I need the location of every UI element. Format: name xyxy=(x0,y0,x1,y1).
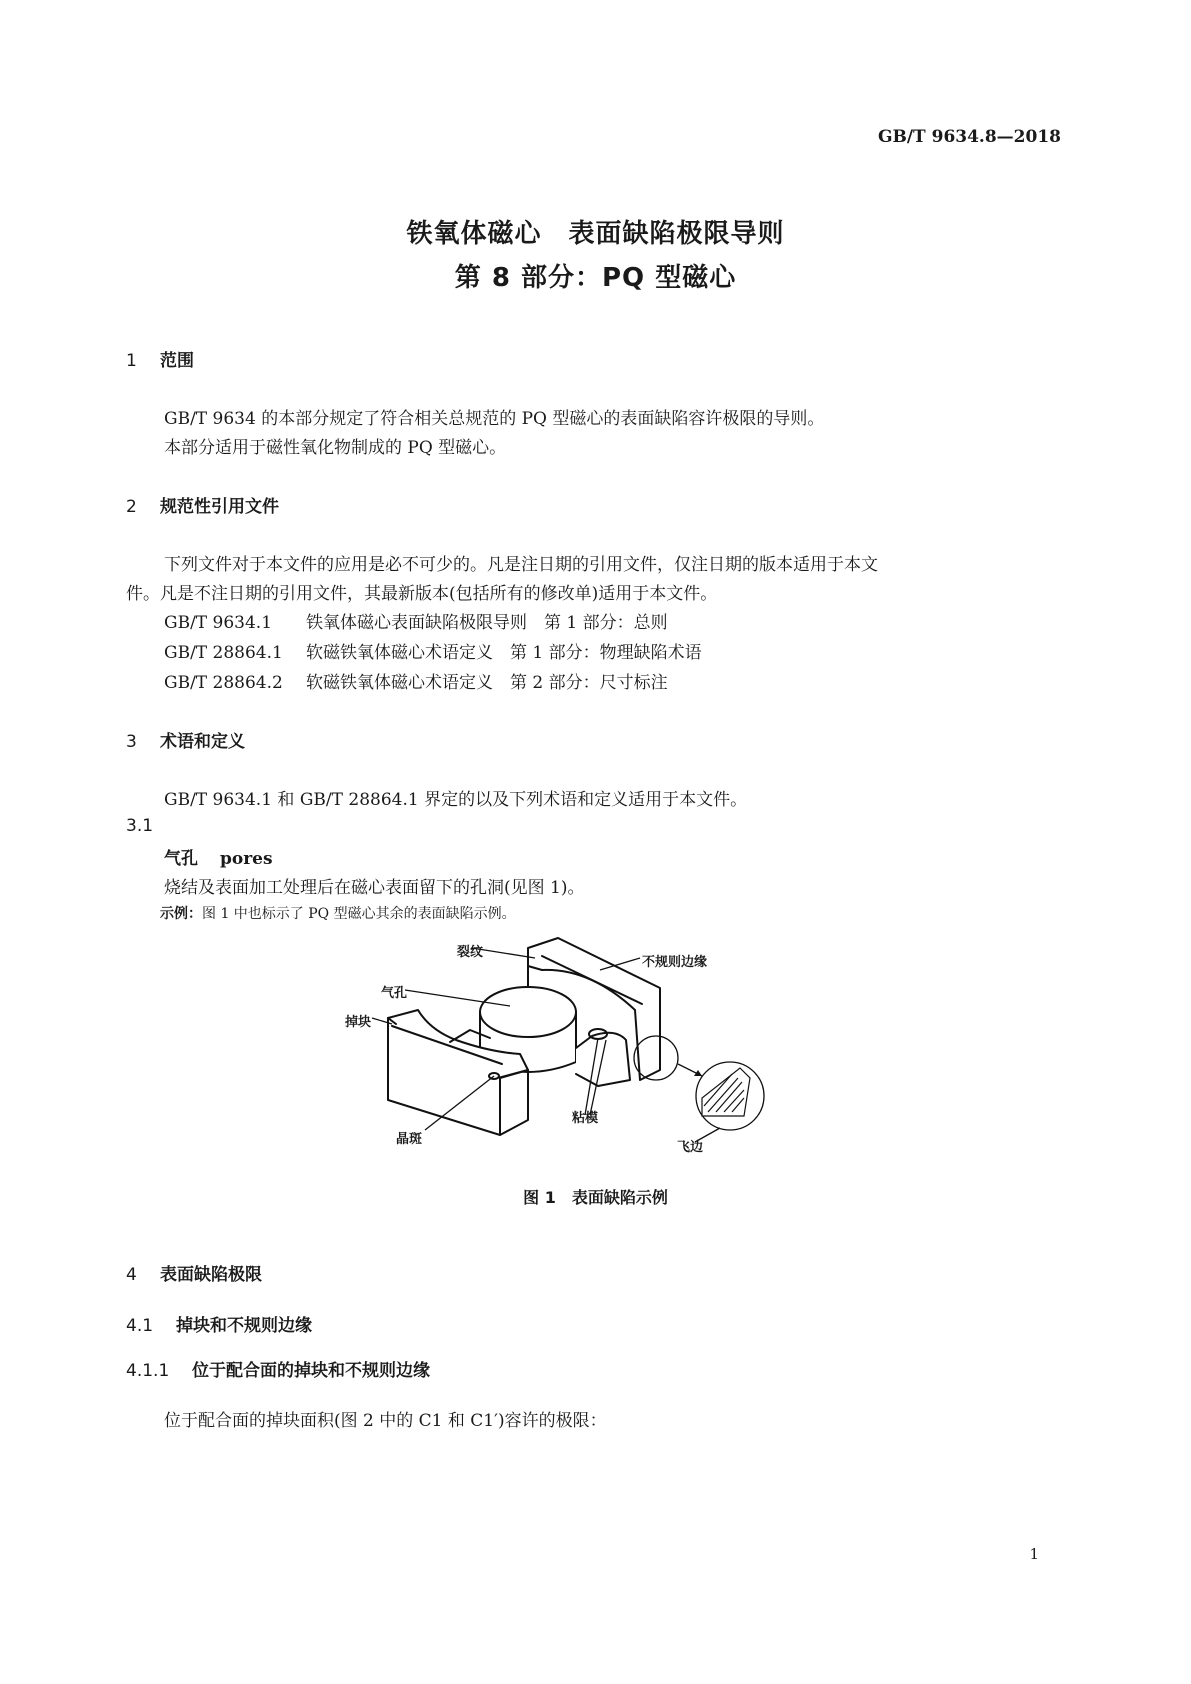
subsection-number: 4.1.1 xyxy=(126,1361,170,1381)
reference-item xyxy=(164,608,668,633)
example-text: 图 1 中也标示了 PQ 型磁心其余的表面缺陷示例。 xyxy=(202,906,516,922)
section-title: 术语和定义 xyxy=(160,732,245,752)
reference-code: GB/T 28864.2 xyxy=(164,673,283,693)
term-definition: 烧结及表面加工处理后在磁心表面留下的孔洞(见图 1)。 xyxy=(164,878,585,898)
paragraph: 本部分适用于磁性氧化物制成的 PQ 型磁心。 xyxy=(164,438,507,458)
section-1-heading xyxy=(126,346,194,371)
term-heading xyxy=(164,844,273,869)
subsection-number: 4.1 xyxy=(126,1316,154,1336)
subsection-4-1-1-heading xyxy=(126,1356,430,1381)
reference-code: GB/T 9634.1 xyxy=(164,613,273,633)
section-number: 3 xyxy=(126,732,137,752)
right-shoulder xyxy=(576,1033,630,1086)
subsection-title: 位于配合面的掉块和不规则边缘 xyxy=(192,1361,430,1381)
paragraph-line: 件。凡是不注日期的引用文件，其最新版本(包括所有的修改单)适用于本文件。 xyxy=(126,584,718,604)
document-title-line1: 铁氧体磁心 表面缺陷极限导则 xyxy=(406,219,785,249)
pq-core-figure xyxy=(330,930,780,1160)
section-number: 1 xyxy=(126,351,137,371)
label-chip: 掉块 xyxy=(345,1015,372,1030)
section-2-heading xyxy=(126,492,279,517)
document-title-line2: 第 8 部分：PQ 型磁心 xyxy=(454,263,737,293)
term-chinese: 气孔 xyxy=(164,849,198,869)
term-number: 3.1 xyxy=(126,816,154,836)
paragraph-line: 下列文件对于本文件的应用是必不可少的。凡是注日期的引用文件，仅注日期的版本适用于本文 xyxy=(164,555,878,575)
section-title: 规范性引用文件 xyxy=(160,497,279,517)
paragraph: GB/T 9634 的本部分规定了符合相关总规范的 PQ 型磁心的表面缺陷容许极限的导则。 xyxy=(164,409,825,429)
standard-code: GB/T 9634.8—2018 xyxy=(877,127,1061,147)
paragraph: GB/T 9634.1 和 GB/T 28864.1 界定的以及下列术语和定义适用于本文件。 xyxy=(164,790,748,810)
center-post-top xyxy=(480,987,576,1037)
section-4-heading xyxy=(126,1260,262,1285)
label-pore: 气孔 xyxy=(381,986,408,1001)
reference-item xyxy=(164,638,702,663)
paragraph: 位于配合面的掉块面积(图 2 中的 C1 和 C1′)容许的极限： xyxy=(164,1411,607,1431)
reference-title: 软磁铁氧体磁心术语定义 第 2 部分：尺寸标注 xyxy=(306,673,668,693)
section-number: 2 xyxy=(126,497,137,517)
reference-code: GB/T 28864.1 xyxy=(164,643,283,663)
section-3-heading xyxy=(126,727,245,752)
subsection-4-1-heading xyxy=(126,1311,312,1336)
reference-title: 软磁铁氧体磁心术语定义 第 1 部分：物理缺陷术语 xyxy=(306,643,702,663)
label-flash: 飞边 xyxy=(677,1140,704,1155)
section-title: 范围 xyxy=(160,351,194,371)
example-note xyxy=(160,903,516,923)
subsection-title: 掉块和不规则边缘 xyxy=(176,1316,312,1336)
label-crystallite: 晶斑 xyxy=(396,1132,423,1147)
front-block-right xyxy=(500,1070,528,1135)
label-crack: 裂纹 xyxy=(457,945,484,960)
example-label: 示例： xyxy=(160,906,202,922)
term-english: pores xyxy=(220,849,273,869)
figure-caption: 图 1 表面缺陷示例 xyxy=(523,1188,668,1207)
label-pullout: 粘模 xyxy=(572,1111,599,1126)
page-number: 1 xyxy=(1029,1545,1039,1563)
reference-title: 铁氧体磁心表面缺陷极限导则 第 1 部分：总则 xyxy=(306,613,668,633)
section-number: 4 xyxy=(126,1265,137,1285)
reference-item xyxy=(164,668,668,693)
label-irregular-edge: 不规则边缘 xyxy=(642,955,708,970)
section-title: 表面缺陷极限 xyxy=(160,1265,262,1285)
